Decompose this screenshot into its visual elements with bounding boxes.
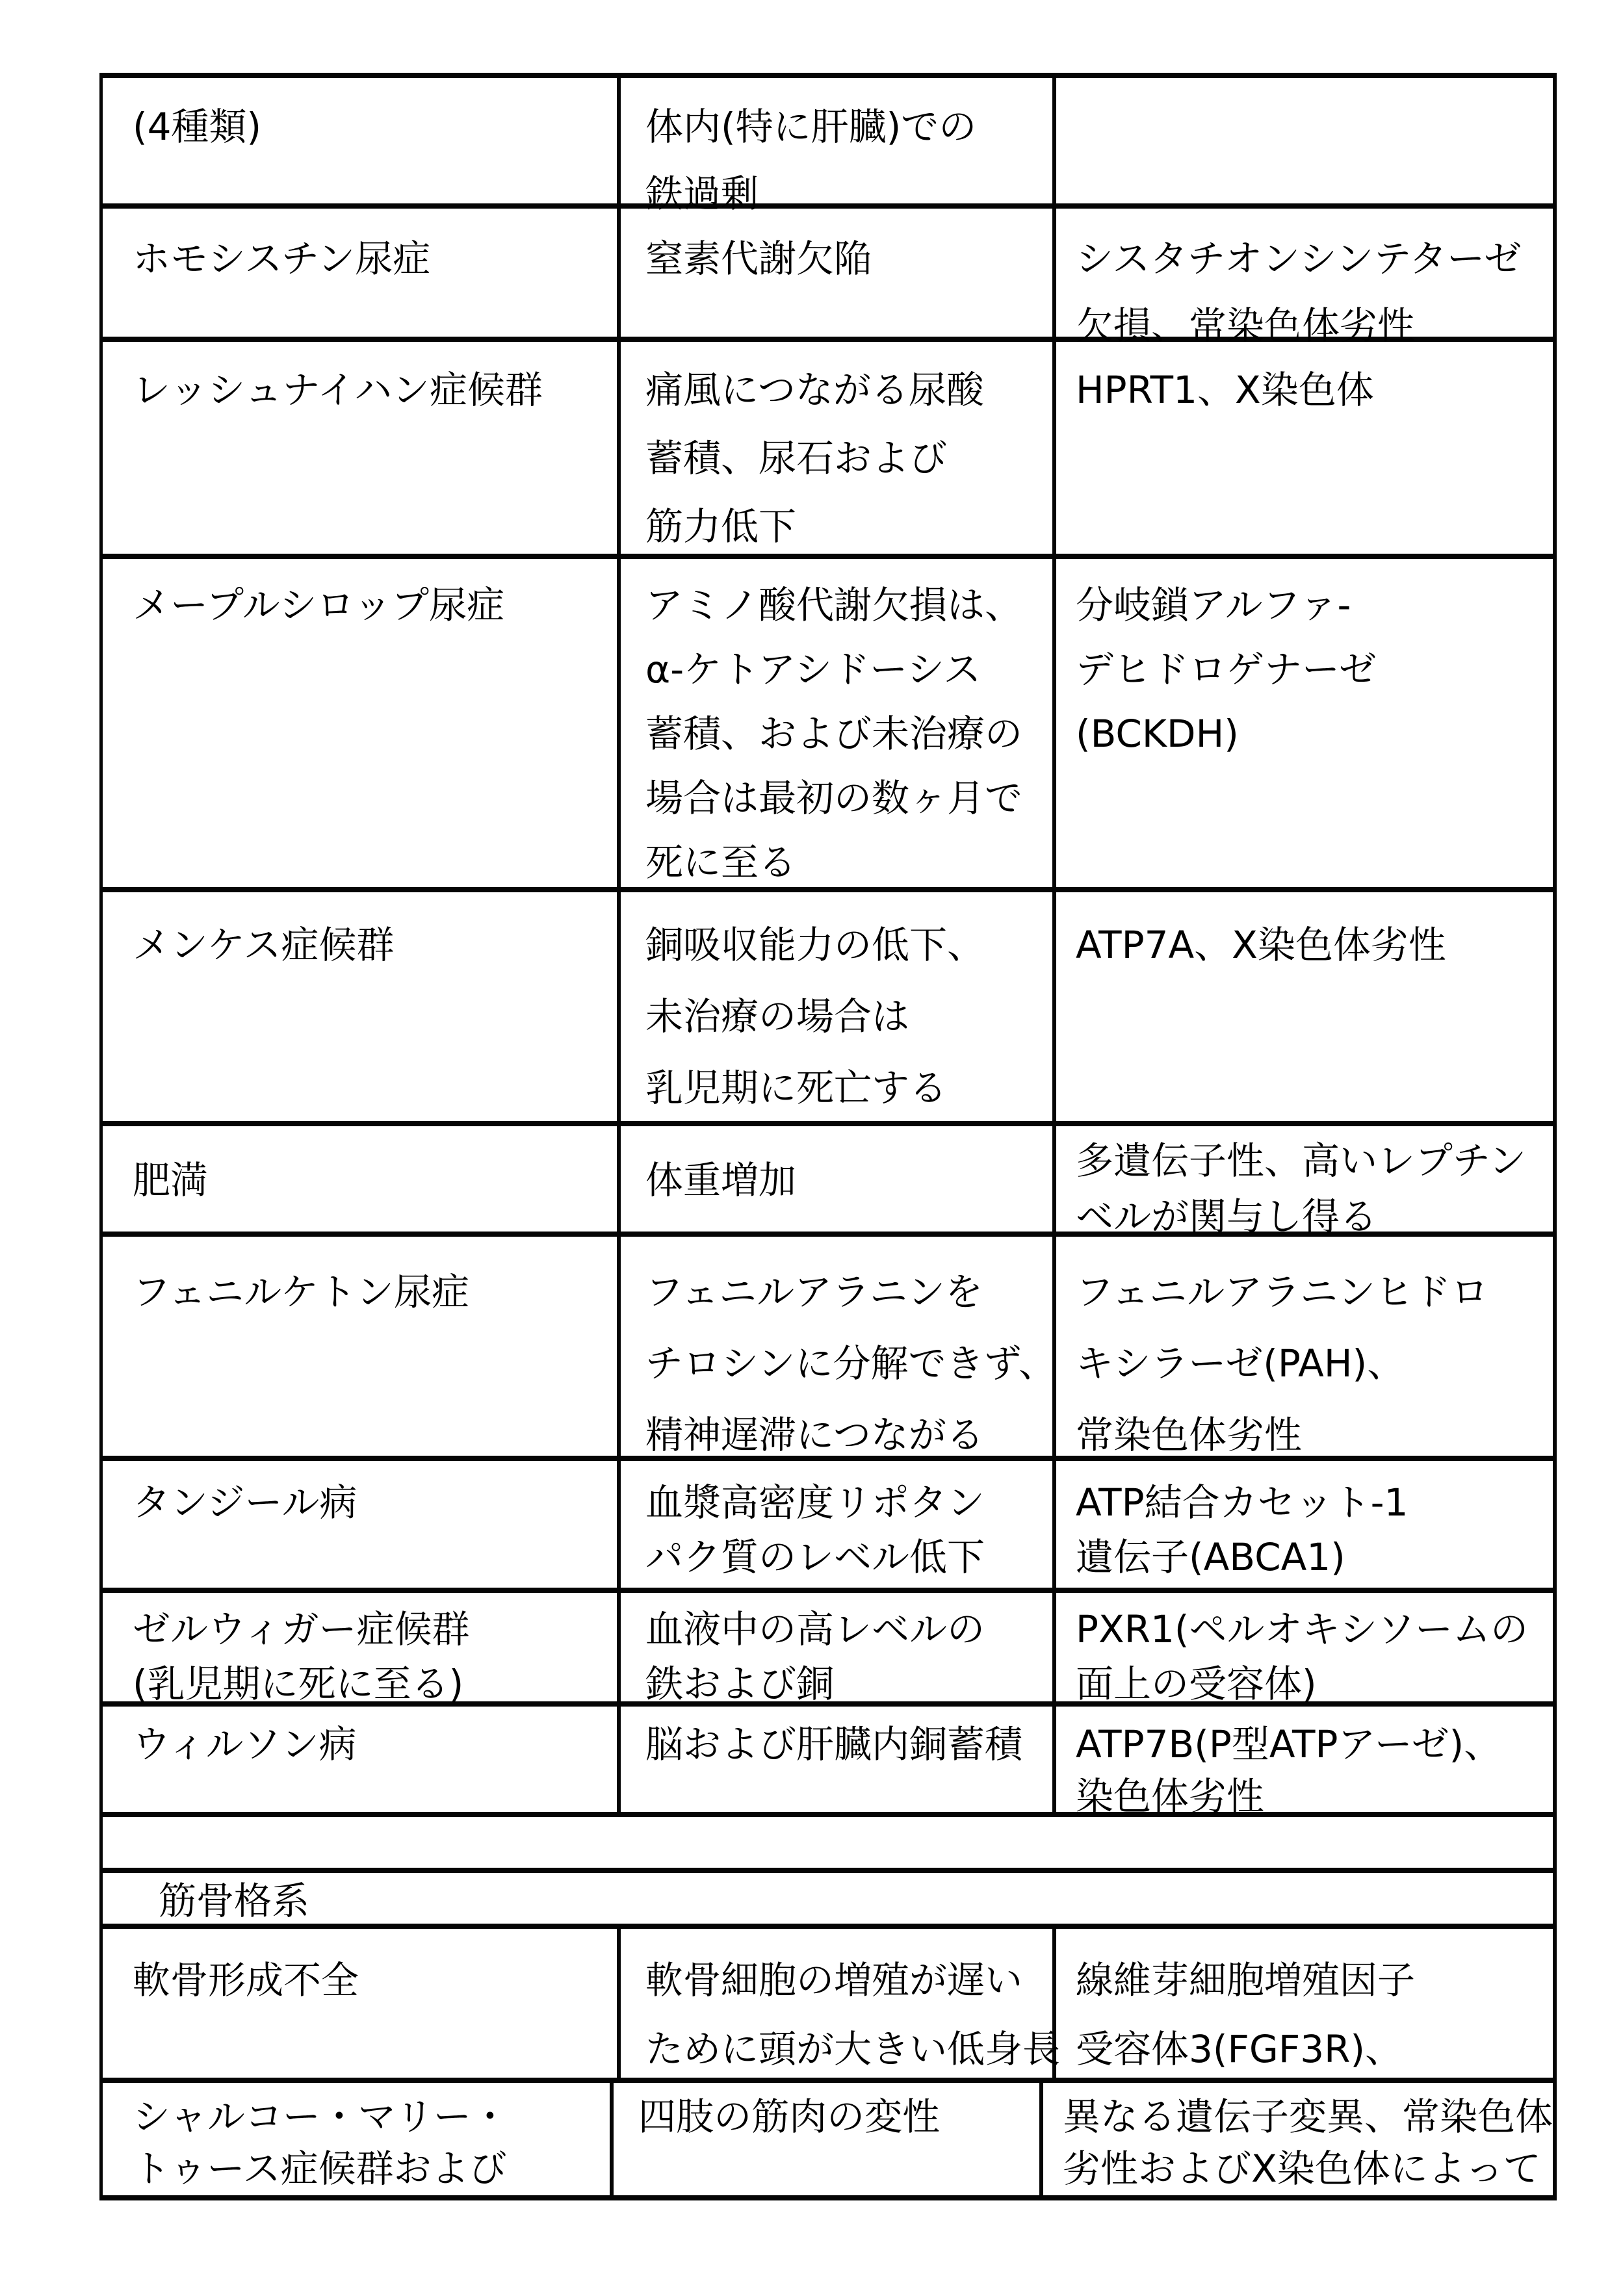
cell-text-line: 染色体劣性 <box>1076 1774 1265 1818</box>
cell-text-line: ホモシスチン尿症 <box>133 237 431 281</box>
cell-text-line: 痛風につながる尿酸 <box>645 368 984 412</box>
table-cell-cause <box>1056 1126 1553 1239</box>
cell-text-line: 分岐鎖アルファ- <box>1076 583 1351 627</box>
cell-text-line: ウィルソン病 <box>133 1722 357 1766</box>
cell-text-line: フェニルアラニンを <box>645 1270 983 1314</box>
cell-text-line: 異なる遺伝子変異、常染色体 <box>1062 2095 1553 2139</box>
table-row-achondroplasia <box>103 1929 1553 2083</box>
table-cell-disease <box>103 209 621 337</box>
cell-text-line: 遺伝子(ABCA1) <box>1076 1535 1345 1579</box>
cell-text-line: 精神遅滞につながる <box>645 1413 984 1457</box>
cell-text-line: 血液中の高レベルの <box>645 1607 985 1651</box>
table-row-spacer <box>103 1817 1553 1873</box>
cell-text-line: デヒドロゲナーゼ <box>1076 647 1377 691</box>
cell-text-line: タンジール病 <box>133 1480 357 1525</box>
cell-text-line: ベルが関与し得る <box>1076 1194 1378 1239</box>
table-cell-cause <box>1056 209 1553 348</box>
table-row-wilson <box>103 1707 1553 1817</box>
table-cell-symptom <box>621 1707 1056 1812</box>
cell-text-line: 場合は最初の数ヶ月で <box>645 776 1023 820</box>
cell-text-line: (BCKDH) <box>1076 712 1239 756</box>
cell-text-line: 鉄および銅 <box>645 1662 835 1706</box>
cell-text-line: 体重増加 <box>645 1158 797 1202</box>
cell-text-line: 鉄過剰 <box>645 172 759 216</box>
cell-text-line: 常染色体劣性 <box>1076 1413 1303 1457</box>
table-cell-symptom <box>621 78 1056 216</box>
table-cell-disease <box>103 559 621 887</box>
table-cell-disease <box>103 892 621 1121</box>
table-row-obesity <box>103 1126 1553 1237</box>
table-row-zellweger <box>103 1593 1553 1707</box>
table-row-maple-syrup-urine <box>103 559 1553 892</box>
cell-text-line: 肥満 <box>133 1158 209 1202</box>
cell-text-line: 乳児期に死亡する <box>645 1066 948 1110</box>
cell-text-line: (4種類) <box>133 105 262 149</box>
table-cell-symptom <box>621 1237 1056 1456</box>
table-cell-disease <box>103 342 621 554</box>
table-row-hemochromatosis-continued <box>103 78 1553 216</box>
cell-text-line: 四肢の筋肉の変性 <box>638 2095 941 2139</box>
cell-text-line: 軟骨細胞の増殖が遅い <box>645 1958 1023 2002</box>
table-cell-disease <box>103 2083 614 2195</box>
cell-text-line: シスタチオンシンテターゼ <box>1076 237 1522 281</box>
cell-text-line: パク質のレベル低下 <box>645 1535 985 1579</box>
table-cell-symptom <box>621 1929 1061 2078</box>
cell-text-line: 軟骨形成不全 <box>133 1958 359 2002</box>
table-row-phenylketonuria <box>103 1237 1553 1461</box>
table-cell-disease <box>103 1461 621 1588</box>
table-row-charcot-marie-tooth <box>103 2083 1553 2195</box>
table-row-section-musculoskeletal <box>103 1873 1553 1929</box>
cell-text-line: PXR1(ペルオキシソームの <box>1076 1607 1528 1651</box>
cell-text-line: 窒素代謝欠陥 <box>645 237 872 281</box>
table-row-tangier <box>103 1461 1553 1593</box>
table-cell-cause <box>1043 2083 1553 2195</box>
cell-text-line: 銅吸収能力の低下、 <box>645 923 985 967</box>
table-cell-disease <box>103 1237 621 1456</box>
cell-text-line: チロシンに分解できず、 <box>645 1341 1056 1386</box>
table-cell-disease <box>103 1593 621 1706</box>
cell-text-line: 劣性およびX染色体によって <box>1062 2147 1541 2191</box>
table-cell-cause <box>1056 892 1553 1121</box>
cell-text-line: シャルコー・マリー・ <box>133 2095 509 2139</box>
table-cell-cause <box>1056 1237 1553 1456</box>
cell-text-line: フェニルケトン尿症 <box>133 1270 469 1314</box>
table-cell-symptom <box>621 1126 1056 1232</box>
cell-text-line: (乳児期に死に至る) <box>133 1662 464 1706</box>
cell-text-line: ATP7B(P型ATPアーゼ)、 <box>1076 1722 1502 1766</box>
cell-text-line: 体内(特に肝臓)での <box>645 105 977 149</box>
cell-text-line: アミノ酸代謝欠損は、 <box>645 583 1023 627</box>
table-cell-cause <box>1056 78 1553 203</box>
cell-text-line: レッシュナイハン症候群 <box>133 368 543 412</box>
cell-text-line: 多遺伝子性、高いレプチン <box>1076 1139 1527 1183</box>
cell-text-line: フェニルアラニンヒドロ <box>1076 1270 1489 1314</box>
table-cell-disease <box>103 1929 621 2078</box>
cell-text-line: メープルシロップ尿症 <box>133 583 505 627</box>
empty-cell <box>103 1817 1553 1868</box>
cell-text-line: 脳および肝臓内銅蓄積 <box>645 1722 1023 1766</box>
cell-text-line: ゼルウィガー症候群 <box>133 1607 470 1651</box>
cell-text-line: 受容体3(FGF3R)、 <box>1076 2027 1403 2071</box>
section-header-cell <box>103 1873 1553 1924</box>
table-cell-disease <box>103 1707 621 1812</box>
cell-text-line: 蓄積、および未治療の <box>645 712 1023 756</box>
cell-text-line: 血漿高密度リポタン <box>645 1480 985 1525</box>
cell-text-line: ATP7A、X染色体劣性 <box>1076 923 1446 967</box>
cell-text-line: HPRT1、X染色体 <box>1076 368 1374 412</box>
cell-text-line: ATP結合カセット-1 <box>1076 1480 1409 1525</box>
table-cell-cause <box>1056 342 1553 554</box>
table-cell-cause <box>1056 559 1553 887</box>
table-cell-disease <box>103 78 621 203</box>
cell-text-line: メンケス症候群 <box>133 923 395 967</box>
cell-text-line: トゥース症候群および <box>133 2147 507 2191</box>
table-cell-symptom <box>621 892 1056 1121</box>
cell-text-line: 面上の受容体) <box>1076 1662 1317 1706</box>
table-cell-disease <box>103 1126 621 1232</box>
table-cell-symptom <box>614 2083 1043 2195</box>
table-cell-cause <box>1056 1707 1553 1818</box>
cell-text-line: キシラーゼ(PAH)、 <box>1076 1341 1405 1386</box>
table-cell-symptom <box>621 342 1056 554</box>
cell-text-line: ために頭が大きい低身長 <box>645 2027 1061 2071</box>
table-cell-symptom <box>621 1593 1056 1706</box>
table-cell-cause <box>1056 1461 1553 1588</box>
cell-text-line: 線維芽細胞増殖因子 <box>1076 1958 1416 2002</box>
cell-text-line: 蓄積、尿石および <box>645 436 948 480</box>
table-cell-cause <box>1056 1929 1553 2078</box>
section-header-label: 筋骨格系 <box>159 1879 310 1923</box>
disease-gene-table <box>99 73 1557 2200</box>
table-row-lesch-nyhan <box>103 342 1553 559</box>
table-row-homocystinuria <box>103 209 1553 348</box>
cell-text-line: α-ケトアシドーシス <box>645 647 981 691</box>
table-cell-symptom <box>621 1461 1056 1588</box>
table-cell-cause <box>1056 1593 1553 1706</box>
cell-text-line: 死に至る <box>645 840 797 884</box>
cell-text-line: 筋力低下 <box>645 504 797 548</box>
cell-text-line: 未治療の場合は <box>645 994 910 1038</box>
table-row-menkes <box>103 892 1553 1126</box>
cell-text-line: 欠損、常染色体劣性 <box>1076 303 1416 348</box>
table-cell-symptom <box>621 209 1056 337</box>
table-cell-symptom <box>621 559 1056 887</box>
